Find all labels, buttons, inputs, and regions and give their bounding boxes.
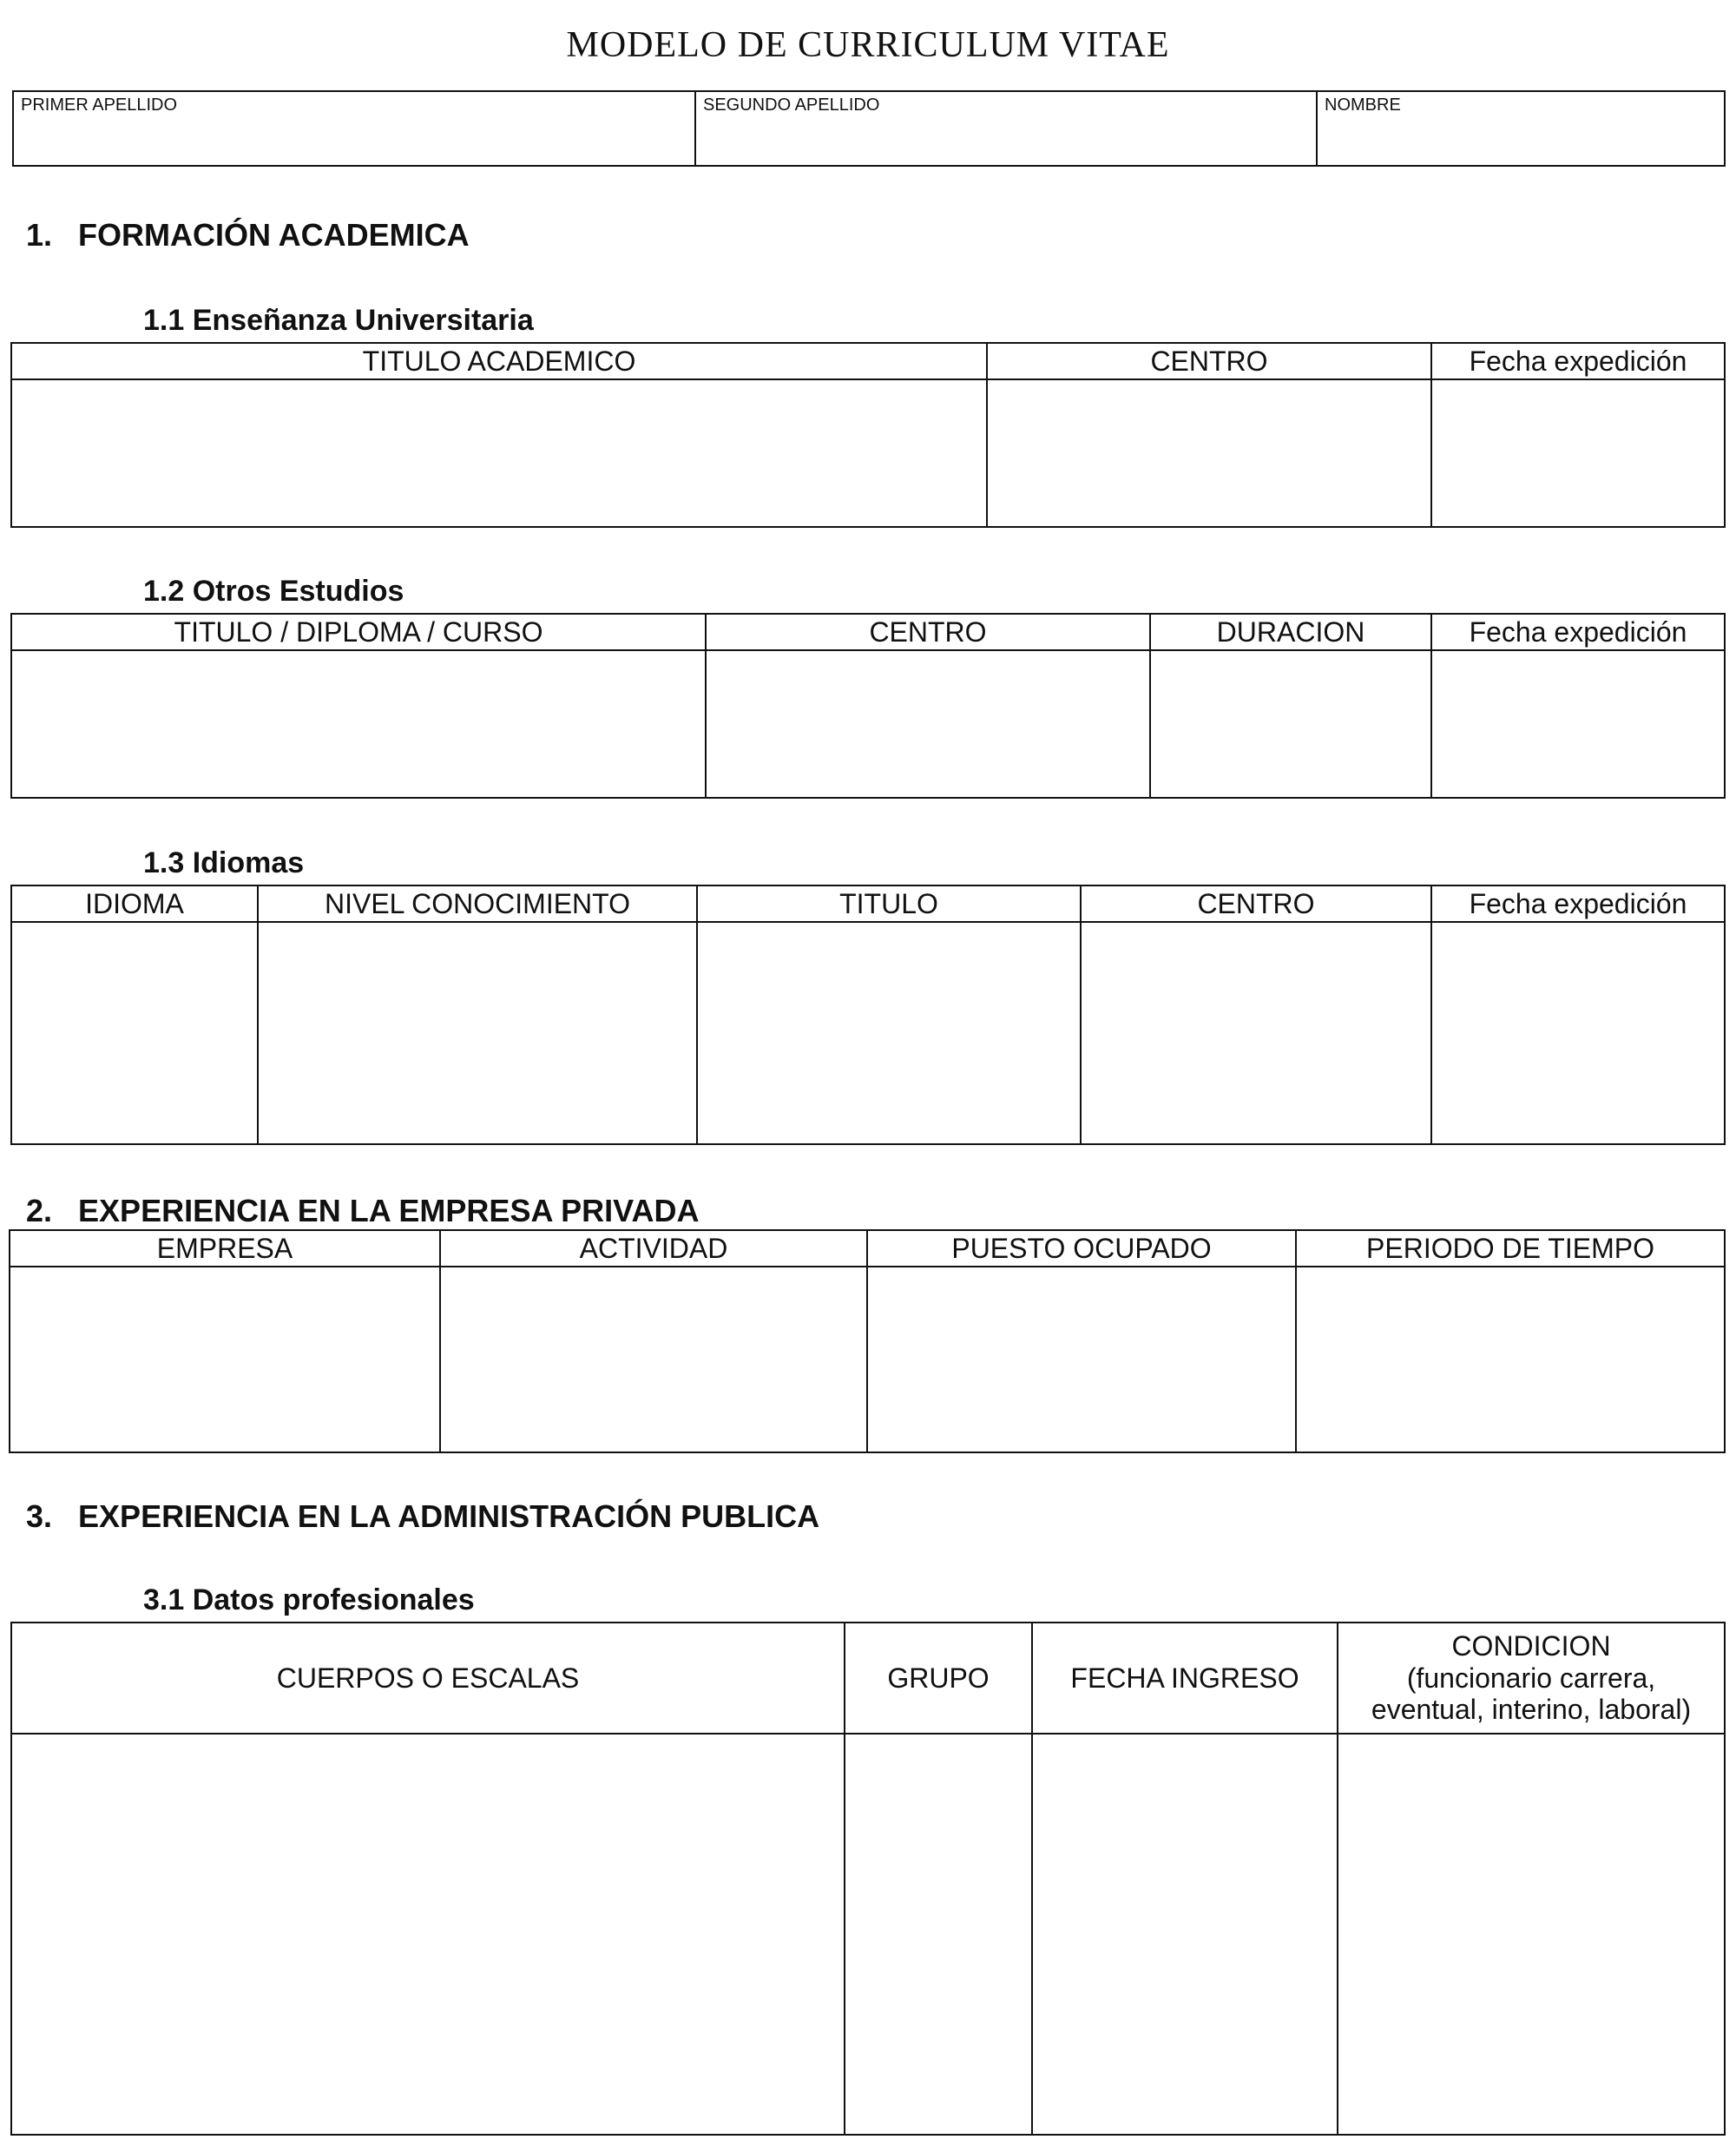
center-cell[interactable]	[706, 650, 1150, 798]
section-3-1-heading: 3.1 Datos profesionales	[143, 1583, 475, 1616]
section-3-heading: 3. EXPERIENCIA EN LA ADMINISTRACIÓN PUBLICA	[26, 1498, 820, 1534]
issue-date-cell[interactable]	[1431, 650, 1725, 798]
col-group: GRUPO	[845, 1623, 1032, 1734]
duration-cell[interactable]	[1150, 650, 1431, 798]
activity-cell[interactable]	[440, 1267, 867, 1452]
col-time-period: PERIODO DE TIEMPO	[1296, 1230, 1725, 1267]
condition-label: CONDICION	[1451, 1629, 1611, 1662]
col-language: IDIOMA	[11, 885, 258, 922]
issue-date-cell[interactable]	[1431, 379, 1725, 527]
center-cell[interactable]	[987, 379, 1431, 527]
col-company: EMPRESA	[10, 1230, 440, 1267]
col-title: TITULO	[697, 885, 1081, 922]
position-held-cell[interactable]	[867, 1267, 1296, 1452]
condition-cell[interactable]	[1338, 1734, 1725, 2135]
section-2-heading: 2. EXPERIENCIA EN LA EMPRESA PRIVADA	[26, 1193, 700, 1228]
professional-data-table	[10, 1622, 1726, 2136]
col-position-held: PUESTO OCUPADO	[867, 1230, 1296, 1267]
col-center: CENTRO	[987, 343, 1431, 379]
time-period-cell[interactable]	[1296, 1267, 1725, 1452]
issue-date-cell[interactable]	[1431, 922, 1725, 1144]
knowledge-level-cell[interactable]	[258, 922, 697, 1144]
language-cell[interactable]	[11, 922, 258, 1144]
first-name-field[interactable]	[1317, 91, 1725, 166]
second-surname-field[interactable]	[695, 91, 1317, 166]
name-fields-table	[12, 90, 1726, 167]
title-cell[interactable]	[697, 922, 1081, 1144]
academic-title-cell[interactable]	[11, 379, 987, 527]
title-diploma-course-cell[interactable]	[11, 650, 706, 798]
center-cell[interactable]	[1081, 922, 1431, 1144]
col-center: CENTRO	[706, 614, 1150, 650]
col-issue-date: Fecha expedición	[1431, 614, 1725, 650]
col-entry-date: FECHA INGRESO	[1032, 1623, 1338, 1734]
col-duration: DURACION	[1150, 614, 1431, 650]
section-1-heading: 1. FORMACIÓN ACADEMICA	[26, 217, 470, 253]
university-education-table	[10, 342, 1726, 528]
col-condition	[1338, 1623, 1725, 1734]
condition-note-line-2: eventual, interino, laboral)	[1371, 1694, 1692, 1726]
col-knowledge-level: NIVEL CONOCIMIENTO	[258, 885, 697, 922]
col-academic-title: TITULO ACADEMICO	[11, 343, 987, 379]
first-name-label: NOMBRE	[1325, 95, 1401, 115]
section-1-3-heading: 1.3 Idiomas	[143, 846, 305, 879]
private-company-table	[9, 1229, 1726, 1453]
section-1-1-heading: 1.1 Enseñanza Universitaria	[143, 304, 534, 337]
other-studies-table	[10, 613, 1726, 799]
entry-date-cell[interactable]	[1032, 1734, 1338, 2135]
condition-note-line-1: (funcionario carrera,	[1406, 1662, 1656, 1694]
company-cell[interactable]	[10, 1267, 440, 1452]
second-surname-label: SEGUNDO APELLIDO	[703, 95, 880, 115]
languages-table	[10, 885, 1726, 1145]
col-title-diploma-course: TITULO / DIPLOMA / CURSO	[11, 614, 706, 650]
col-issue-date: Fecha expedición	[1431, 343, 1725, 379]
document-title: MODELO DE CURRICULUM VITAE	[566, 25, 1170, 65]
section-1-2-heading: 1.2 Otros Estudios	[143, 575, 404, 608]
col-issue-date: Fecha expedición	[1431, 885, 1725, 922]
group-cell[interactable]	[845, 1734, 1032, 2135]
first-surname-label: PRIMER APELLIDO	[21, 95, 178, 115]
col-bodies-scales: CUERPOS O ESCALAS	[11, 1623, 845, 1734]
first-surname-field[interactable]	[13, 91, 695, 166]
col-activity: ACTIVIDAD	[440, 1230, 867, 1267]
bodies-scales-cell[interactable]	[11, 1734, 845, 2135]
col-center: CENTRO	[1081, 885, 1431, 922]
